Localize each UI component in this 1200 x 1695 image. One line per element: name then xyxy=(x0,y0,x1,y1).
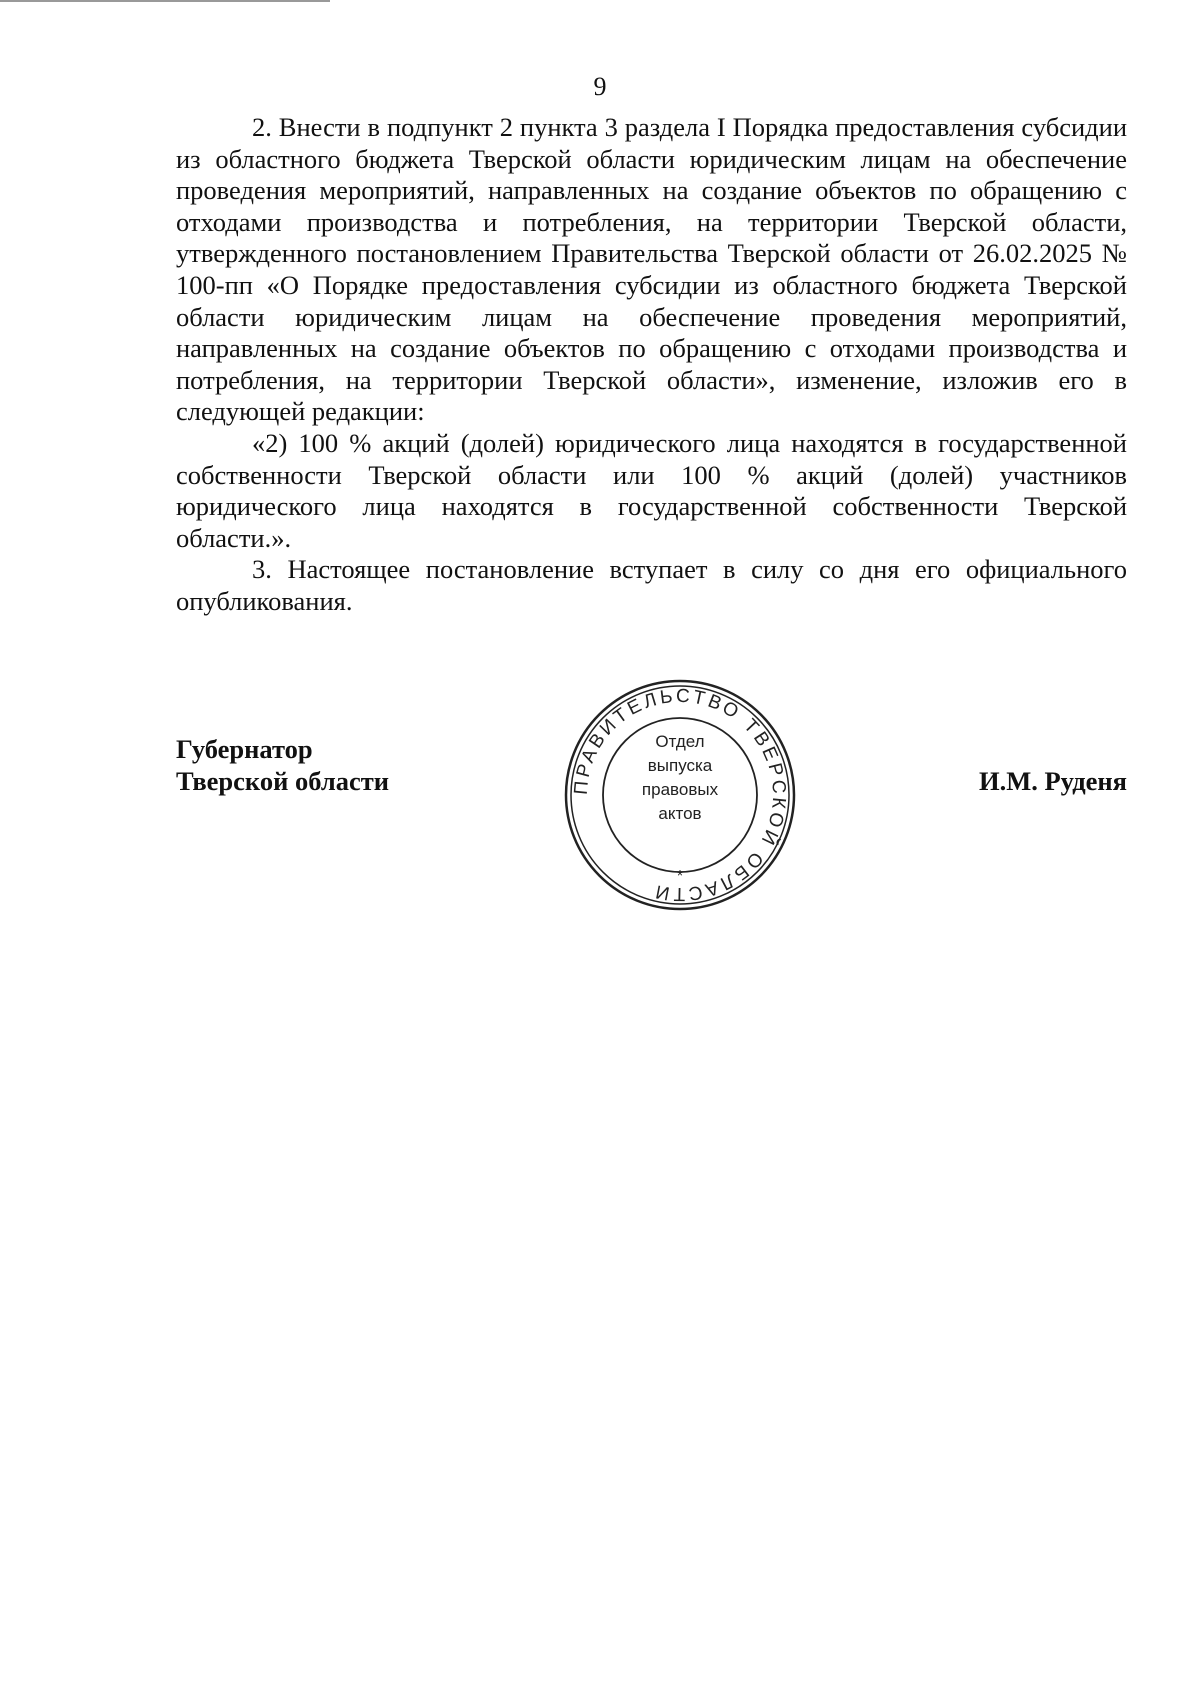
stamp-center-line4: актов xyxy=(658,804,702,823)
official-stamp xyxy=(563,678,797,912)
paragraph-amendment: 2. Внести в подпункт 2 пункта 3 раздела I Порядка предоставления субсидии из областного бюджета Тверской области юридическим лицам на обеспечение проведения мероприятий, направленных на создание объектов по обращению с отходами производства и потребления, на территории Тверской области, утвержденного постановлением Правительства Тверской области от 26.02.2025 № 100-пп «О Порядке предоставления субсидии из областного бюджета Тверской области юридическим лицам на обеспечение проведения мероприятий, направленных на создание объектов по обращению с отходами производства и потребления, на территории Тверской области», изменение, изложив его в следующей редакции: xyxy=(176,112,1127,427)
stamp-ring-text: ПРАВИТЕЛЬСТВО ТВЕРСКОЙ ОБЛАСТИ xyxy=(570,685,790,905)
stamp-center-line2: выпуска xyxy=(647,756,713,775)
signature-title xyxy=(176,734,389,797)
paragraph-entry-into-force: 3. Настоящее постановление вступает в силу со дня его официального опубликования. xyxy=(176,554,1127,616)
document-body xyxy=(176,112,1127,618)
scan-edge-line xyxy=(0,0,330,2)
signature-name: И.М. Руденя xyxy=(978,766,1127,796)
stamp-center-text xyxy=(610,730,750,826)
stamp-center-line1: Отдел xyxy=(655,732,705,751)
stamp-star: * xyxy=(676,868,684,885)
signature-title-line2: Тверской области xyxy=(176,765,389,796)
signature-title-line1: Губернатор xyxy=(176,734,313,764)
page-number: 9 xyxy=(593,72,607,101)
paragraph-new-wording: «2) 100 % акций (долей) юридического лица находятся в государственной собственности Тверской области или 100 % акций (долей) участников юридического лица находятся в государственной собственности Тверской области.». xyxy=(176,427,1127,553)
stamp-center-line3: правовых xyxy=(641,780,719,799)
